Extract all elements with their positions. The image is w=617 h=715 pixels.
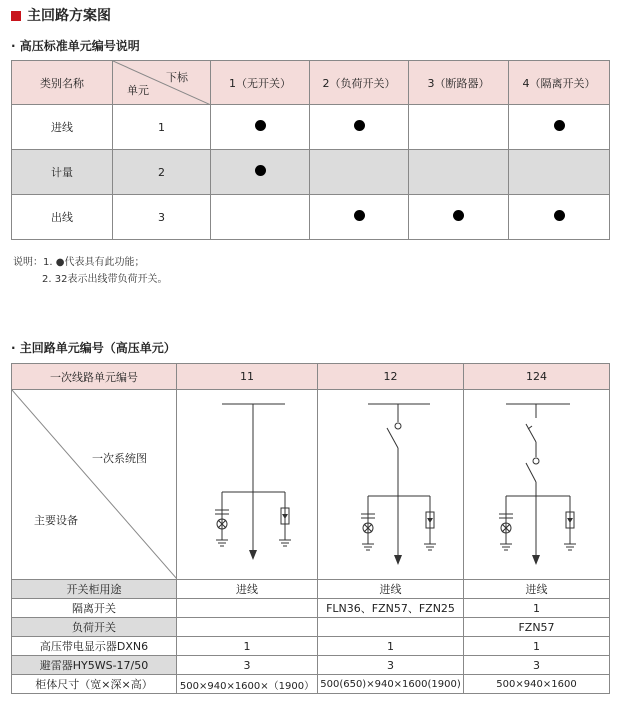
row-value: 3 [464,656,610,675]
function-dot-icon [255,120,266,131]
mark-cell [509,150,610,195]
mark-cell [211,105,310,150]
circuit-124-icon [464,390,610,579]
circuit-12-icon [318,390,464,579]
row-value: 进线 [177,580,318,599]
col-header-category: 类别名称 [12,61,113,105]
row-value: 3 [177,656,318,675]
row-value [177,618,318,637]
table-row [12,150,610,195]
code-11: 11 [177,364,318,390]
row-label: 避雷器HY5WS-17/50 [12,656,177,675]
circuit-diagram-11 [177,390,318,580]
row-value: FZN57 [464,618,610,637]
row-unit: 3 [113,195,211,240]
table-row [12,656,610,675]
code-124: 124 [464,364,610,390]
circuit-diagram-124 [464,390,610,580]
row-name: 计量 [12,150,113,195]
table-row [12,618,610,637]
row-value: 3 [318,656,464,675]
row-label: 高压带电显示器DXN6 [12,637,177,656]
corner-top-label: 下标 [166,71,188,84]
function-dot-icon [554,210,565,221]
diag-bottom-label: 主要设备 [34,514,78,527]
function-dot-icon [354,120,365,131]
row-label: 柜体尺寸（宽×深×高） [12,675,177,694]
row-value: 1 [464,599,610,618]
row-value: 500×940×1600 [464,675,610,694]
row-value: 进线 [464,580,610,599]
row-label: 负荷开关 [12,618,177,637]
row-value: 1 [318,637,464,656]
function-dot-icon [354,210,365,221]
table-row [12,637,610,656]
circuit-diagram-12 [318,390,464,580]
mark-cell [509,195,610,240]
mark-cell [310,105,409,150]
table-row [12,580,610,599]
row-label: 隔离开关 [12,599,177,618]
diagram-corner [12,390,177,580]
col-header-1: 1（无开关） [211,61,310,105]
row-value: 进线 [318,580,464,599]
unit-code-table [11,60,610,240]
row-unit: 2 [113,150,211,195]
row-name: 出线 [12,195,113,240]
mark-cell [509,105,610,150]
header-label: 一次线路单元编号 [12,364,177,390]
row-value: FLN36、FZN57、FZN25 [318,599,464,618]
section2-heading: · 主回路单元编号（高压单元） [11,341,176,355]
col-header-4: 4（隔离开关） [509,61,610,105]
mark-cell [409,195,509,240]
row-value: 1 [464,637,610,656]
row-value: 500×940×1600×（1900） [177,675,318,694]
diag-top-label: 一次系统图 [92,452,147,465]
corner-diagonal-2 [12,390,177,579]
mark-cell [211,150,310,195]
title-marker-icon [11,11,21,21]
table-row [12,675,610,694]
circuit-11-icon [177,390,318,579]
row-value: 500(650)×940×1600(1900) [318,675,464,694]
mark-cell [211,195,310,240]
table-row [12,105,610,150]
main-circuit-table [11,363,610,694]
row-name: 进线 [12,105,113,150]
mark-cell [409,150,509,195]
page-title [11,5,111,25]
mark-cell [409,105,509,150]
col-header-3: 3（断路器） [409,61,509,105]
row-value: 1 [177,637,318,656]
corner-header [113,61,211,105]
row-value [177,599,318,618]
mark-cell [310,195,409,240]
corner-bottom-label: 单元 [127,84,149,97]
row-unit: 1 [113,105,211,150]
function-dot-icon [453,210,464,221]
table-row [12,195,610,240]
code-12: 12 [318,364,464,390]
mark-cell [310,150,409,195]
note-line-2: 2. 32表示出线带负荷开关。 [42,274,168,285]
function-dot-icon [255,165,266,176]
section1-heading: · 高压标准单元编号说明 [11,39,140,53]
row-value [318,618,464,637]
function-dot-icon [554,120,565,131]
row-label: 开关柜用途 [12,580,177,599]
page-title-text: 主回路方案图 [27,8,111,24]
note-line-1: 说明：1. ●代表具有此功能； [13,257,145,268]
table-row [12,599,610,618]
col-header-2: 2（负荷开关） [310,61,409,105]
